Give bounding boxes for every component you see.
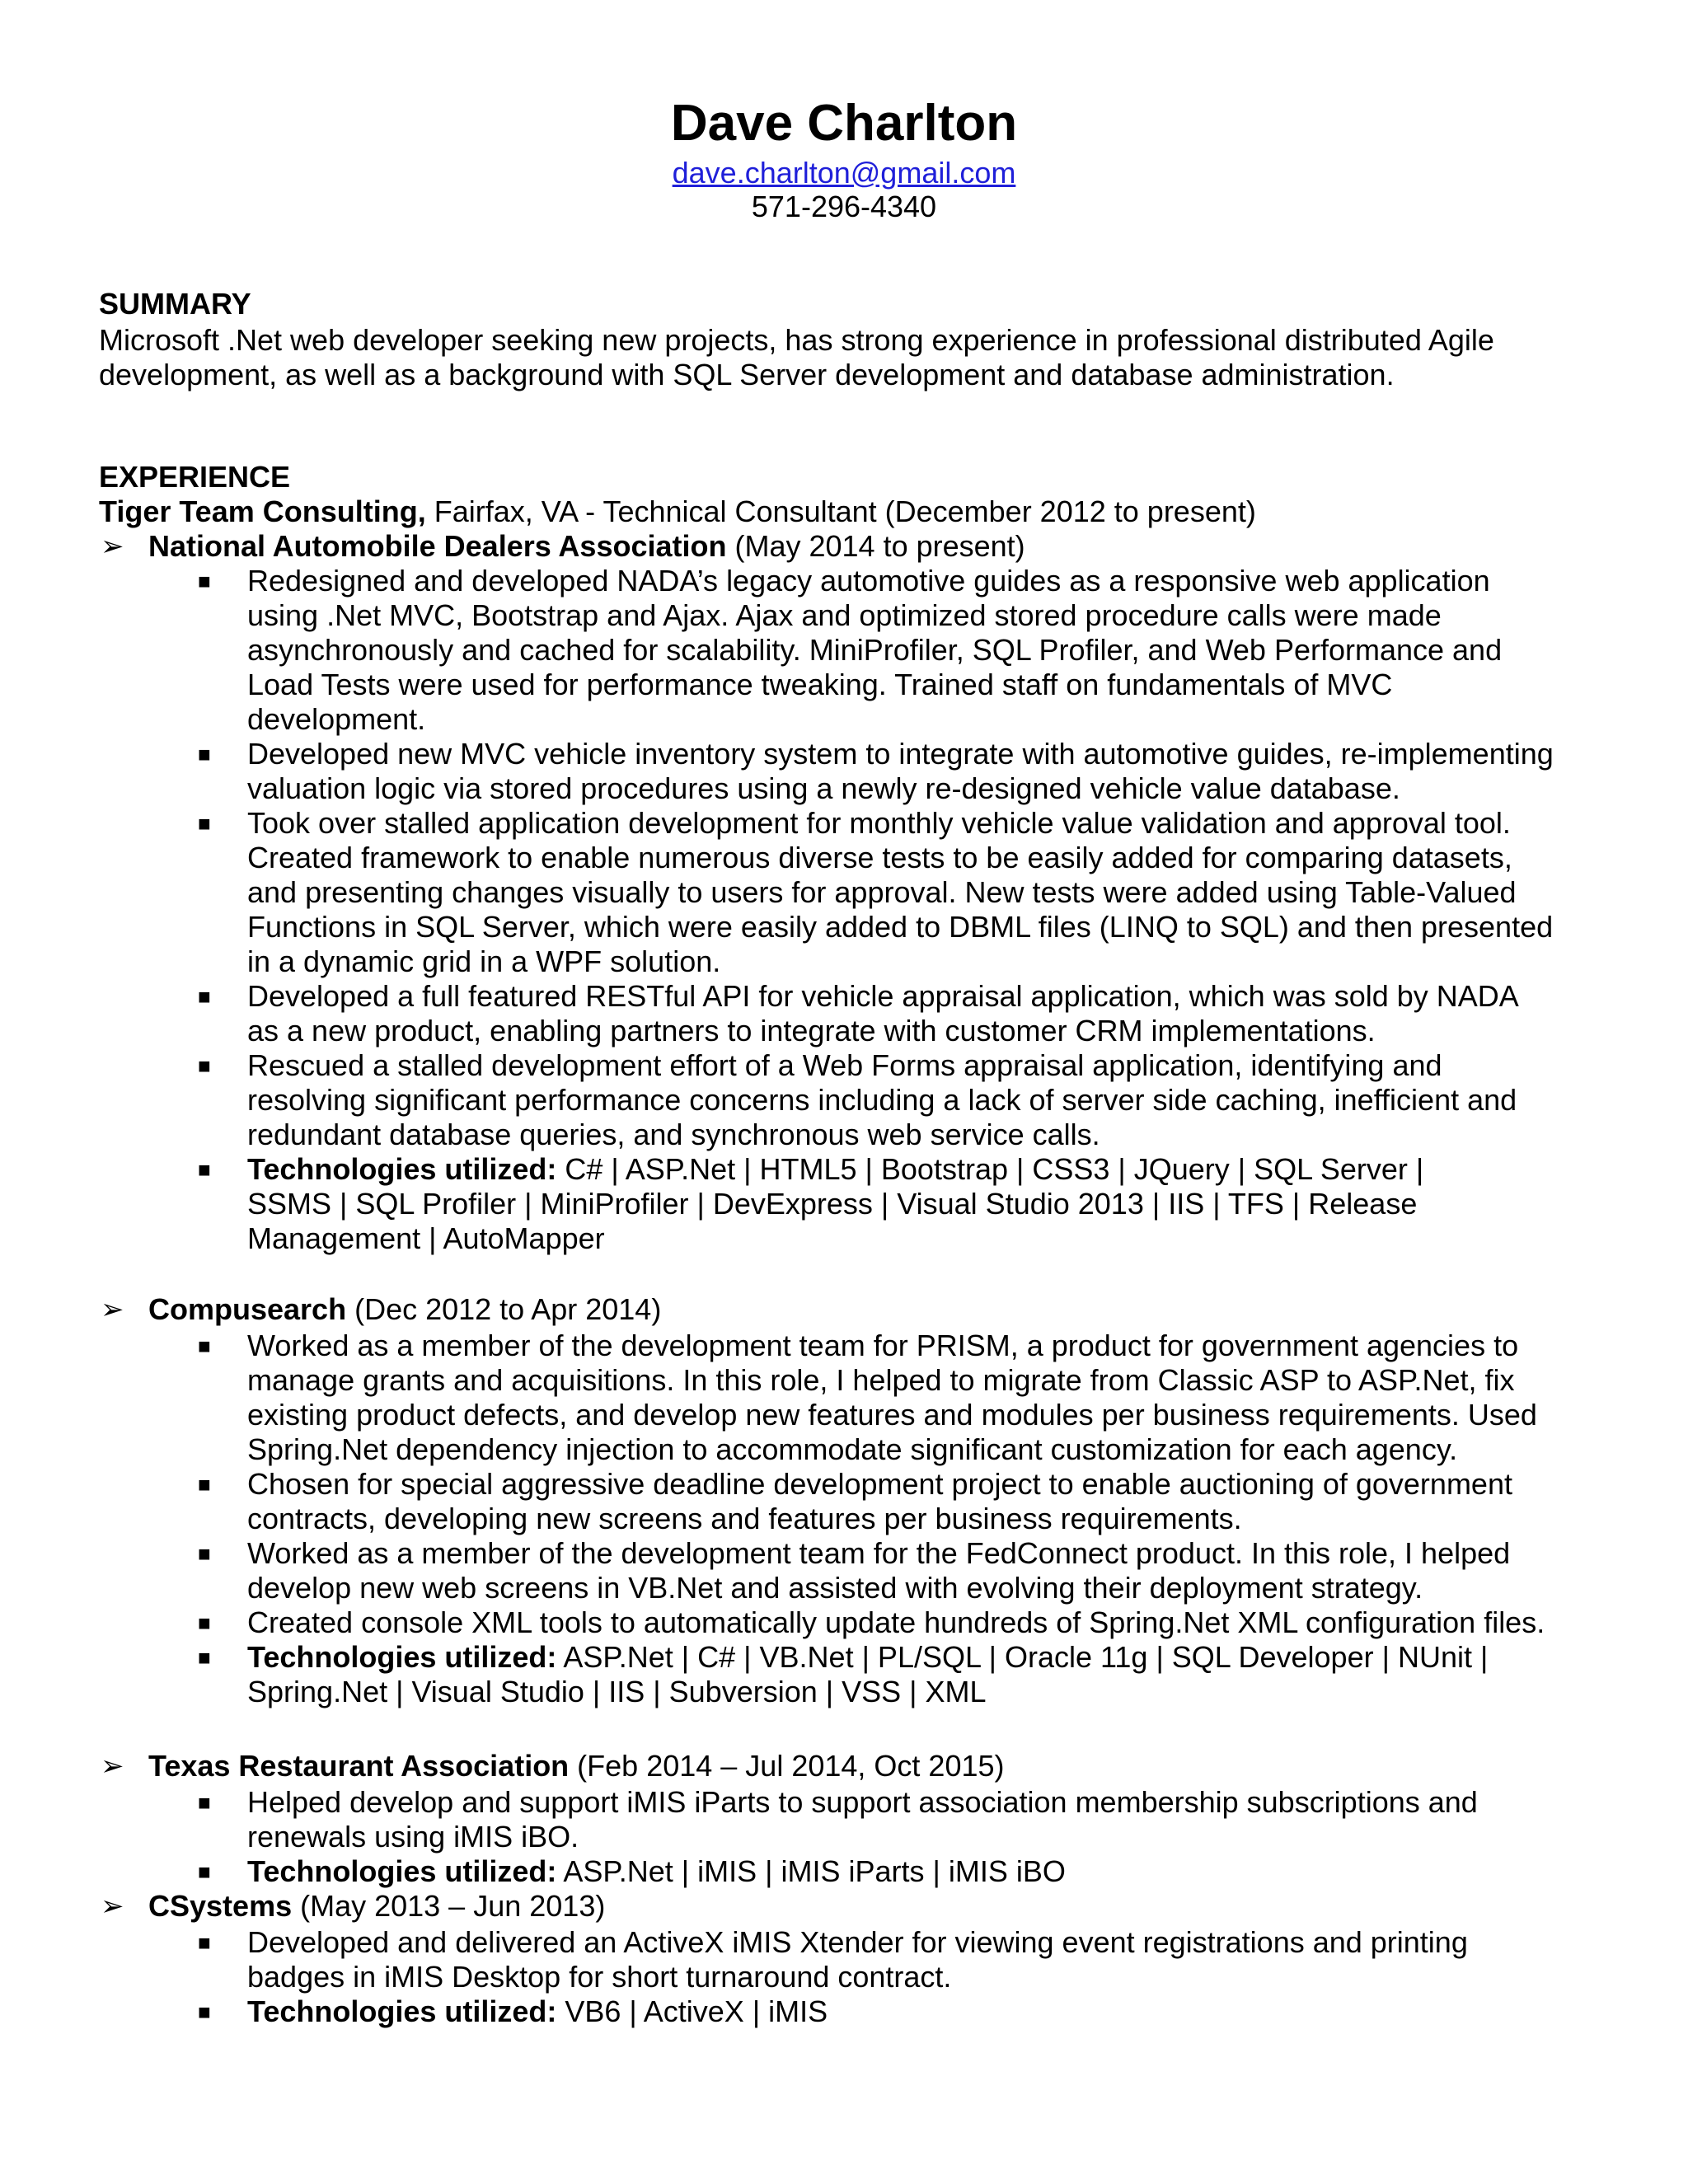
- client-dates: (May 2014 to present): [726, 529, 1025, 563]
- bullet-line: Functions in SQL Server, which were easily added to DBML files (LINQ to SQL) and then presented: [247, 910, 1554, 944]
- square-bullet-icon: ■: [198, 1999, 211, 2024]
- bullet-line: Helped develop and support iMIS iParts to support association membership subscriptions and: [247, 1785, 1478, 1819]
- arrow-bullet-icon: ➢: [101, 1891, 124, 1922]
- technologies-list: Management | AutoMapper: [247, 1221, 605, 1255]
- technologies-list: C# | ASP.Net | HTML5 | Bootstrap | CSS3 | JQuery | SQL Server |: [556, 1152, 1424, 1186]
- bullet-line: Rescued a stalled development effort of a Web Forms appraisal application, identifying and: [247, 1048, 1442, 1082]
- bullet-line: Created console XML tools to automatically update hundreds of Spring.Net XML configuration files.: [247, 1605, 1545, 1639]
- bullet-item: [247, 1925, 1599, 1994]
- bullet-line: Load Tests were used for performance tweaking. Trained staff on fundamentals of MVC: [247, 668, 1393, 701]
- bullet-line: redundant database queries, and synchronous web service calls.: [247, 1118, 1100, 1151]
- client-name: CSystems: [148, 1889, 293, 1923]
- technologies-label: Technologies utilized:: [247, 1994, 557, 2028]
- bullet-item: [247, 737, 1599, 806]
- summary-line-1: Microsoft .Net web developer seeking new projects, has strong experience in professional distributed Agile: [99, 323, 1494, 357]
- bullet-item: [247, 979, 1599, 1048]
- email-link[interactable]: dave.charlton@gmail.com: [672, 156, 1016, 190]
- bullet-line: and presenting changes visually to users for approval. New tests were added using Table-Valued: [247, 875, 1517, 909]
- client-texas-restaurant: [148, 1749, 1005, 1783]
- bullet-item: [247, 806, 1599, 979]
- technologies-item: [247, 1994, 1599, 2029]
- bullet-item: [247, 1329, 1599, 1467]
- bullet-line: Created framework to enable numerous diverse tests to be easily added for comparing datasets,: [247, 841, 1512, 874]
- bullet-item: [247, 1536, 1599, 1605]
- bullet-line: Developed and delivered an ActiveX iMIS Xtender for viewing event registrations and printing: [247, 1925, 1468, 1959]
- bullet-line: Developed a full featured RESTful API for vehicle appraisal application, which was sold by NADA: [247, 979, 1519, 1013]
- bullet-line: in a dynamic grid in a WPF solution.: [247, 944, 721, 978]
- square-bullet-icon: ■: [198, 1333, 211, 1358]
- client-nada: [148, 529, 1025, 564]
- candidate-name: Dave Charlton: [670, 95, 1018, 152]
- employer-name: Tiger Team Consulting,: [99, 494, 426, 528]
- bullet-line: Developed new MVC vehicle inventory system to integrate with automotive guides, re-implementing: [247, 737, 1554, 771]
- technologies-item: [247, 1152, 1599, 1256]
- square-bullet-icon: ■: [198, 1053, 211, 1078]
- arrow-bullet-icon: ➢: [101, 1750, 124, 1782]
- bullet-item: [247, 564, 1599, 737]
- employer-line: [99, 494, 1599, 529]
- bullet-item: [247, 1605, 1599, 1640]
- square-bullet-icon: ■: [198, 811, 211, 836]
- arrow-bullet-icon: ➢: [101, 1294, 124, 1325]
- bullet-line: Chosen for special aggressive deadline development project to enable auctioning of government: [247, 1467, 1512, 1501]
- bullet-line: Worked as a member of the development team for the FedConnect product. In this role, I helped: [247, 1536, 1511, 1570]
- bullet-line: Redesigned and developed NADA’s legacy automotive guides as a responsive web application: [247, 564, 1490, 598]
- bullet-line: badges in iMIS Desktop for short turnaround contract.: [247, 1960, 952, 1994]
- client-dates: (Dec 2012 to Apr 2014): [346, 1292, 662, 1326]
- square-bullet-icon: ■: [198, 1541, 211, 1566]
- bullet-line: existing product defects, and develop new features and modules per business requirements. Used: [247, 1398, 1537, 1432]
- technologies-item: [247, 1640, 1599, 1709]
- square-bullet-icon: ■: [198, 569, 211, 593]
- square-bullet-icon: ■: [198, 1610, 211, 1635]
- square-bullet-icon: ■: [198, 1790, 211, 1815]
- arrow-bullet-icon: ➢: [101, 531, 124, 562]
- bullet-line: Spring.Net dependency injection to accommodate significant customization for each agency.: [247, 1432, 1458, 1466]
- client-compusearch: [148, 1292, 661, 1327]
- technologies-list: VB6 | ActiveX | iMIS: [556, 1994, 828, 2028]
- bullet-line: asynchronously and cached for scalability. MiniProfiler, SQL Profiler, and Web Performance and: [247, 633, 1503, 667]
- square-bullet-icon: ■: [198, 1157, 211, 1182]
- square-bullet-icon: ■: [198, 984, 211, 1009]
- client-name: Texas Restaurant Association: [148, 1749, 570, 1783]
- square-bullet-icon: ■: [198, 1930, 211, 1955]
- bullet-line: as a new product, enabling partners to integrate with customer CRM implementations.: [247, 1014, 1376, 1047]
- bullet-line: renewals using iMIS iBO.: [247, 1820, 579, 1854]
- technologies-list: Spring.Net | Visual Studio | IIS | Subversion | VSS | XML: [247, 1675, 987, 1708]
- client-dates: (May 2013 – Jun 2013): [292, 1889, 606, 1923]
- bullet-item: [247, 1467, 1599, 1536]
- technologies-label: Technologies utilized:: [247, 1854, 557, 1888]
- client-name: Compusearch: [148, 1292, 347, 1326]
- square-bullet-icon: ■: [198, 1645, 211, 1670]
- bullet-line: Worked as a member of the development team for PRISM, a product for government agencies to: [247, 1329, 1519, 1362]
- bullet-line: development.: [247, 702, 426, 736]
- phone-number: 571-296-4340: [751, 190, 937, 223]
- summary-heading: SUMMARY: [99, 287, 251, 321]
- bullet-line: manage grants and acquisitions. In this role, I helped to migrate from Classic ASP to ASP.Net, fix: [247, 1363, 1515, 1397]
- employer-detail: Fairfax, VA - Technical Consultant (December 2012 to present): [425, 494, 1256, 528]
- square-bullet-icon: ■: [198, 1859, 211, 1884]
- bullet-line: resolving significant performance concerns including a lack of server side caching, inefficient and: [247, 1083, 1517, 1117]
- summary-line-2: development, as well as a background with SQL Server development and database administration.: [99, 358, 1395, 391]
- technologies-list: ASP.Net | iMIS | iMIS iParts | iMIS iBO: [556, 1854, 1066, 1888]
- technologies-label: Technologies utilized:: [247, 1640, 557, 1674]
- client-csystems: [148, 1889, 605, 1924]
- bullet-line: valuation logic via stored procedures using a newly re-designed vehicle value database.: [247, 771, 1400, 805]
- technologies-list: ASP.Net | C# | VB.Net | PL/SQL | Oracle 11g | SQL Developer | NUnit |: [556, 1640, 1489, 1674]
- square-bullet-icon: ■: [198, 742, 211, 766]
- experience-heading: EXPERIENCE: [99, 460, 291, 494]
- client-name: National Automobile Dealers Association: [148, 529, 727, 563]
- bullet-line: Took over stalled application development for monthly vehicle value validation and approval tool.: [247, 806, 1511, 840]
- bullet-item: [247, 1048, 1599, 1152]
- square-bullet-icon: ■: [198, 1472, 211, 1497]
- technologies-label: Technologies utilized:: [247, 1152, 557, 1186]
- bullet-line: using .Net MVC, Bootstrap and Ajax. Ajax and optimized stored procedure calls were made: [247, 598, 1442, 632]
- bullet-line: contracts, developing new screens and features per business requirements.: [247, 1502, 1242, 1535]
- bullet-item: [247, 1785, 1599, 1854]
- technologies-item: [247, 1854, 1599, 1889]
- bullet-line: develop new web screens in VB.Net and assisted with evolving their deployment strategy.: [247, 1571, 1423, 1605]
- technologies-list: SSMS | SQL Profiler | MiniProfiler | DevExpress | Visual Studio 2013 | IIS | TFS | Release: [247, 1187, 1418, 1221]
- client-dates: (Feb 2014 – Jul 2014, Oct 2015): [569, 1749, 1005, 1783]
